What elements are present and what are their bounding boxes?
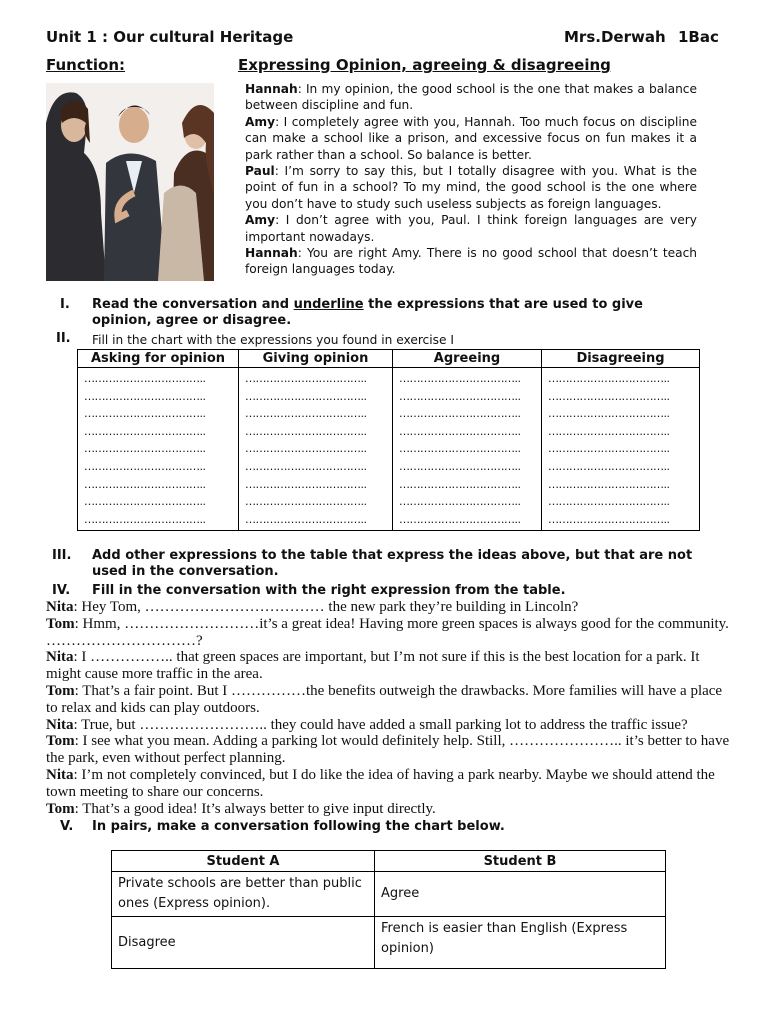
function-label: Function: [46, 56, 126, 74]
conversation-line: Tom: I see what you mean. Adding a parking lot would definitely help. Still, ………………….. it’s better to have the park, even without perfect planning. [46, 733, 730, 767]
blank-line[interactable]: …………………………….. [399, 477, 521, 491]
expressions-chart [77, 349, 700, 531]
blank-line[interactable]: …………………………….. [399, 372, 521, 385]
speaker: Hannah [245, 82, 298, 96]
discussion-photo [46, 83, 214, 281]
exercise-instruction: Read the conversation and underline the expressions that are used to give opinion, agree or disagree. [92, 297, 643, 328]
speaker: Hannah [245, 246, 298, 261]
blank-line[interactable]: …………………………….. [245, 372, 367, 385]
blank-line[interactable]: …………………………….. [84, 477, 206, 491]
blank-line[interactable]: …………………………….. [399, 424, 521, 438]
blank-line[interactable]: …………………………….. [548, 459, 670, 473]
exercise-instruction: In pairs, make a conversation following the chart below. [92, 819, 505, 834]
blank-line[interactable]: …………………………….. [84, 389, 206, 403]
dialogue-line: Paul: I’m sorry to say this, but I totally disagree with you. What is the point of fun in a school? To my mind, the good school is the one where you don’t have to study such useless subjects as foreign languages. [245, 164, 697, 211]
teacher-name: Mrs.Derwah [564, 28, 666, 46]
dialogue-line: Amy: I completely agree with you, Hannah. Too much focus on discipline can make a school like a prison, and excessive focus on fun makes it a park rather than a school. So balance is better. [245, 114, 697, 162]
conversation-line: Tom: Hmm, ………………………it’s a great idea! Having more green spaces is always good for the community. …………………………? [46, 615, 729, 649]
blank-line[interactable]: …………………………….. [84, 407, 206, 421]
column-header: Student A [112, 851, 375, 872]
fill-in-conversation [46, 599, 730, 817]
speaker: Paul [245, 164, 275, 179]
blank-line[interactable]: …………………………….. [245, 407, 367, 421]
student-a-prompt: Private schools are better than public ones (Express opinion). [112, 872, 375, 917]
exercise-instruction: Fill in the conversation with the right expression from the table. [92, 583, 566, 598]
blank-line[interactable]: …………………………….. [245, 424, 367, 438]
conversation-line: Tom: That’s a good idea! It’s always better to give input directly. [46, 800, 436, 817]
blank-line[interactable]: …………………………….. [399, 512, 521, 526]
student-b-prompt: French is easier than English (Express opinion) [375, 917, 666, 969]
exercise-number: I. [60, 297, 70, 312]
blank-line[interactable]: …………………………….. [548, 512, 670, 526]
blank-line[interactable]: …………………………….. [548, 477, 670, 491]
student-a-prompt: Disagree [112, 917, 375, 969]
blank-line[interactable]: …………………………….. [548, 442, 670, 456]
blank-line[interactable]: …………………………….. [399, 389, 521, 403]
conversation-line: Nita: True, but …………………….. they could have added a small parking lot to address the traffic issue? [46, 716, 688, 733]
blank-lines-cell[interactable] [78, 368, 239, 531]
blank-line[interactable]: …………………………….. [548, 495, 670, 509]
dialogue-line: Hannah: You are right Amy. There is no good school that doesn’t teach foreign languages today. [245, 246, 697, 277]
exercise-number: IV. [52, 583, 71, 598]
class-level: 1Bac [678, 28, 719, 46]
blank-lines-cell[interactable] [393, 368, 542, 531]
dialogue-line: Amy: I don’t agree with you, Paul. I think foreign languages are very important nowadays. [245, 213, 697, 244]
dialogue-line: Hannah: In my opinion, the good school is the one that makes a balance between discipline and fun. [245, 82, 697, 113]
blank-line[interactable]: …………………………….. [84, 512, 206, 526]
column-header: Disagreeing [542, 350, 700, 368]
blank-lines-cell[interactable] [542, 368, 700, 531]
blank-line[interactable]: …………………………….. [84, 459, 206, 473]
blank-line[interactable]: …………………………….. [548, 372, 670, 385]
pairs-chart [111, 850, 666, 969]
exercise-number: III. [52, 548, 72, 563]
blank-line[interactable]: …………………………….. [245, 459, 367, 473]
blank-line[interactable]: …………………………….. [399, 442, 521, 456]
exercise-instruction: Fill in the chart with the expressions you found in exercise I [92, 333, 454, 347]
conversation-line: Nita: I’m not completely convinced, but I do like the idea of having a park nearby. Maybe we should attend the town meeting to share our concerns. [46, 766, 715, 800]
blank-line[interactable]: …………………………….. [245, 495, 367, 509]
speaker: Amy [245, 213, 276, 228]
blank-line[interactable]: …………………………….. [245, 477, 367, 491]
conversation-line: Nita: I …………….. that green spaces are important, but I’m not sure if this is the best location for a park. It might cause more traffic in the area. [46, 649, 700, 683]
speaker: Amy [245, 114, 276, 129]
student-b-prompt: Agree [375, 872, 666, 917]
column-header: Giving opinion [239, 350, 393, 368]
blank-line[interactable]: …………………………….. [548, 424, 670, 438]
conversation-line: Tom: That’s a fair point. But I ……………the benefits outweigh the drawbacks. More families will have a place to relax and kids can play outdoors. [46, 682, 723, 716]
column-header: Student B [375, 851, 666, 872]
dialogue [245, 81, 697, 278]
blank-line[interactable]: …………………………….. [84, 495, 206, 509]
blank-line[interactable]: …………………………….. [245, 512, 367, 526]
blank-lines-cell[interactable] [239, 368, 393, 531]
blank-line[interactable]: …………………………….. [245, 442, 367, 456]
blank-line[interactable]: …………………………….. [548, 407, 670, 421]
exercise-number: V. [60, 819, 74, 834]
blank-line[interactable]: …………………………….. [84, 424, 206, 438]
blank-line[interactable]: …………………………….. [84, 442, 206, 456]
exercise-number: II. [56, 331, 71, 346]
blank-line[interactable]: …………………………….. [399, 459, 521, 473]
blank-line[interactable]: …………………………….. [399, 407, 521, 421]
function-title: Expressing Opinion, agreeing & disagreeing [238, 56, 611, 74]
unit-title: Unit 1 : Our cultural Heritage [46, 28, 294, 46]
blank-line[interactable]: …………………………….. [245, 389, 367, 403]
blank-line[interactable]: …………………………….. [399, 495, 521, 509]
blank-line[interactable]: …………………………….. [84, 372, 206, 385]
blank-line[interactable]: …………………………….. [548, 389, 670, 403]
column-header: Agreeing [393, 350, 542, 368]
column-header: Asking for opinion [78, 350, 239, 368]
exercise-instruction: Add other expressions to the table that express the ideas above, but that are not used in the conversation. [92, 548, 693, 579]
conversation-line: Nita: Hey Tom, ……………………………… the new park they’re building in Lincoln? [46, 599, 579, 615]
